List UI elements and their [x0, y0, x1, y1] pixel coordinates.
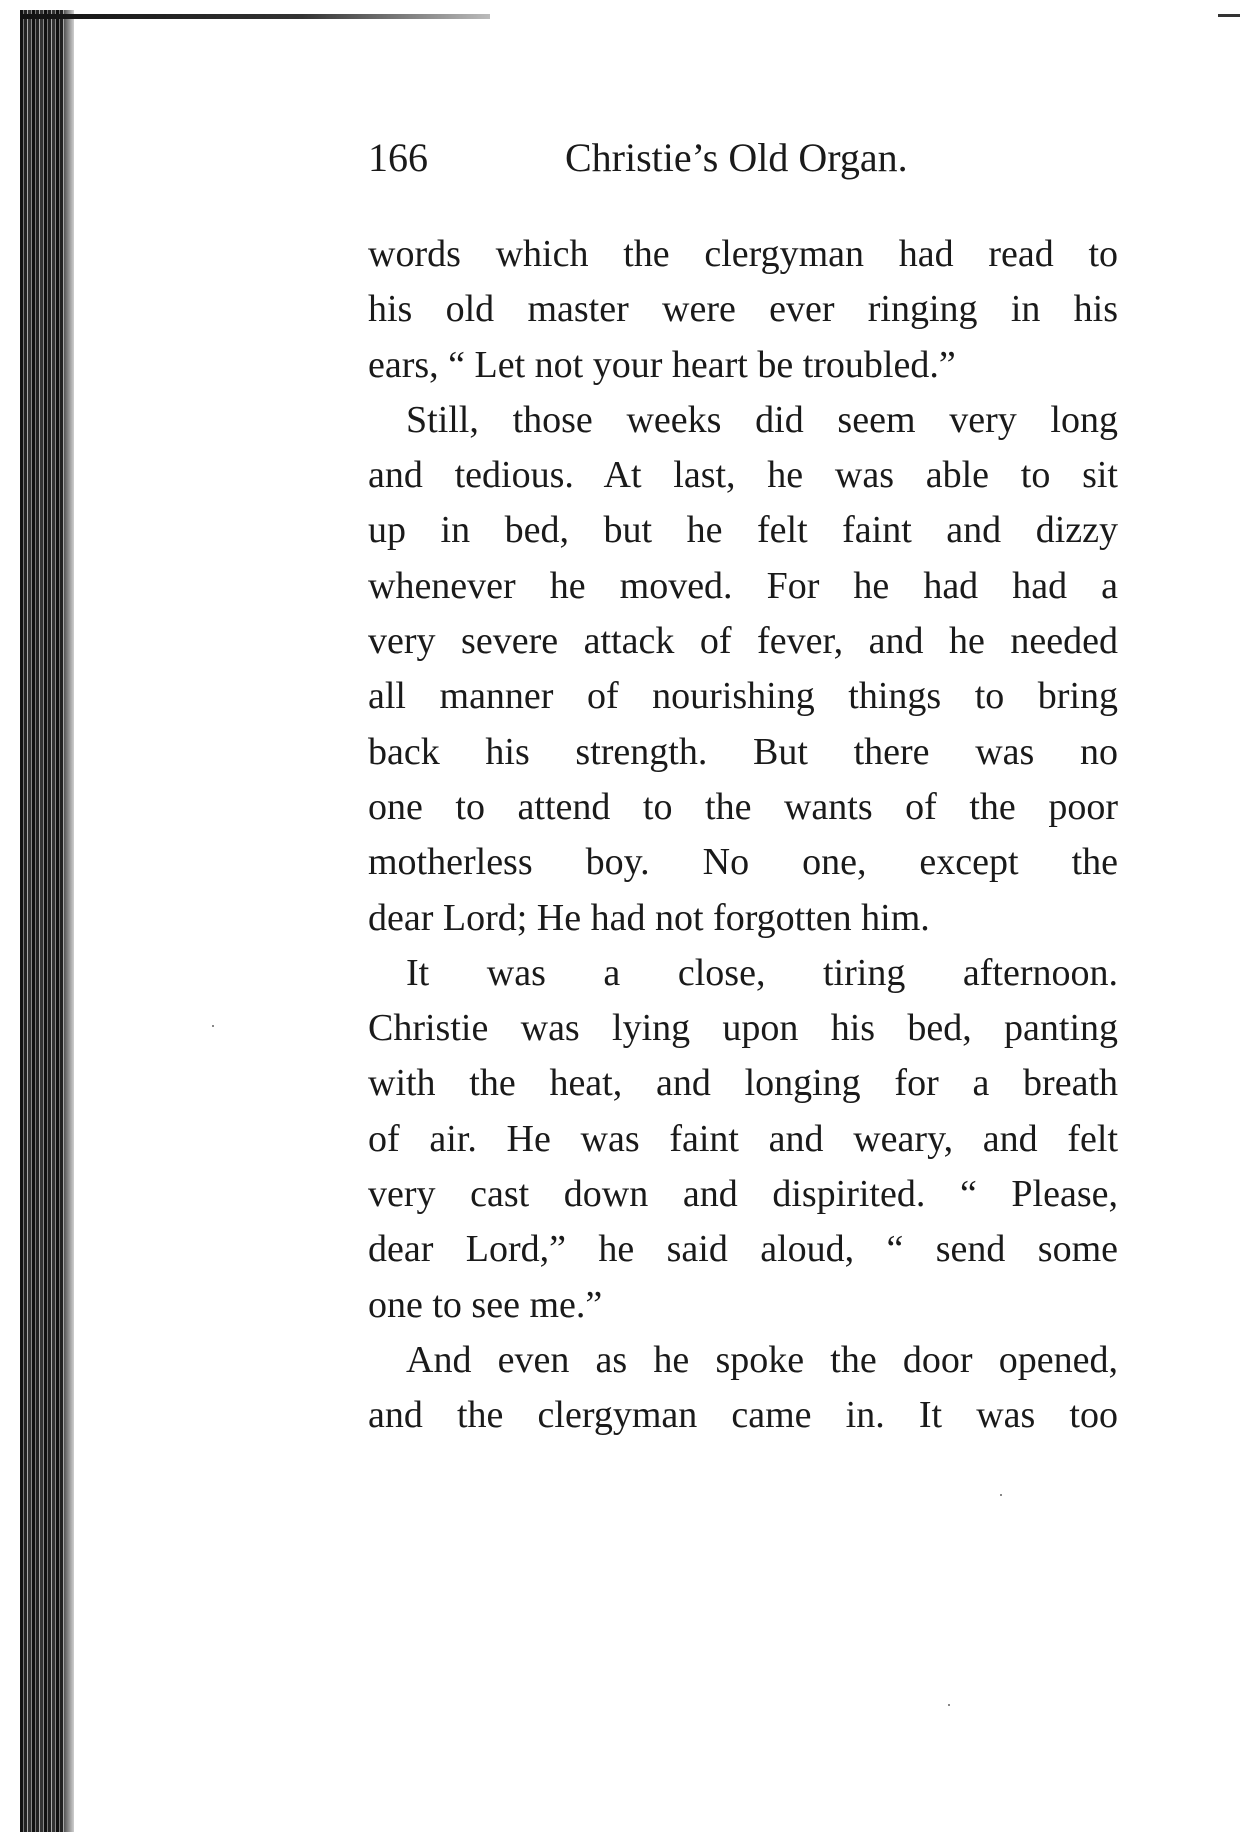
paper-speck [948, 1704, 950, 1706]
text-line: of air. He was faint and weary, and felt [368, 1117, 1118, 1160]
text-line: words which the clergyman had read to [368, 233, 1118, 275]
text-line: his old master were ever ringing in his [368, 288, 1118, 331]
text-line: and the clergyman came in. It was too [368, 1394, 1118, 1437]
text-line: up in bed, but he felt faint and dizzy [368, 509, 1118, 552]
text-line: motherless boy. No one, except the [368, 841, 1118, 884]
running-head [368, 128, 1128, 188]
paper-speck [212, 1025, 214, 1027]
text-line: ears, “ Let not your heart be troubled.” [368, 343, 956, 386]
binding-shadow [64, 10, 74, 1832]
paragraph [368, 393, 1118, 946]
paragraph [368, 946, 1118, 1333]
text-line: with the heat, and longing for a breath [368, 1062, 1118, 1105]
page-number: 166 [368, 135, 428, 180]
text-line: one to see me.” [368, 1283, 603, 1326]
text-line: one to attend to the wants of the poor [368, 785, 1118, 828]
body-text [368, 227, 1118, 1444]
text-line: And even as he spoke the door opened, [406, 1338, 1118, 1381]
text-line: dear Lord; He had not forgotten him. [368, 896, 930, 939]
text-line: Christie was lying upon his bed, panting [368, 1007, 1118, 1050]
corner-mark [1218, 14, 1240, 17]
text-line: very severe attack of fever, and he needed [368, 620, 1118, 663]
text-line: and tedious. At last, he was able to sit [368, 454, 1118, 497]
paper-speck [1000, 1494, 1002, 1496]
paragraph [368, 1333, 1118, 1444]
text-line: whenever he moved. For he had had a [368, 564, 1118, 607]
paragraph [368, 227, 1118, 393]
text-line: dear Lord,” he said aloud, “ send some [368, 1228, 1118, 1271]
text-line: It was a close, tiring afternoon. [406, 951, 1118, 994]
running-title: Christie’s Old Organ. [565, 135, 908, 180]
text-line: back his strength. But there was no [368, 730, 1118, 773]
text-line: all manner of nourishing things to bring [368, 675, 1118, 718]
text-line: very cast down and dispirited. “ Please, [368, 1173, 1118, 1216]
top-edge-rule [20, 14, 490, 19]
text-line: Still, those weeks did seem very long [406, 398, 1118, 441]
